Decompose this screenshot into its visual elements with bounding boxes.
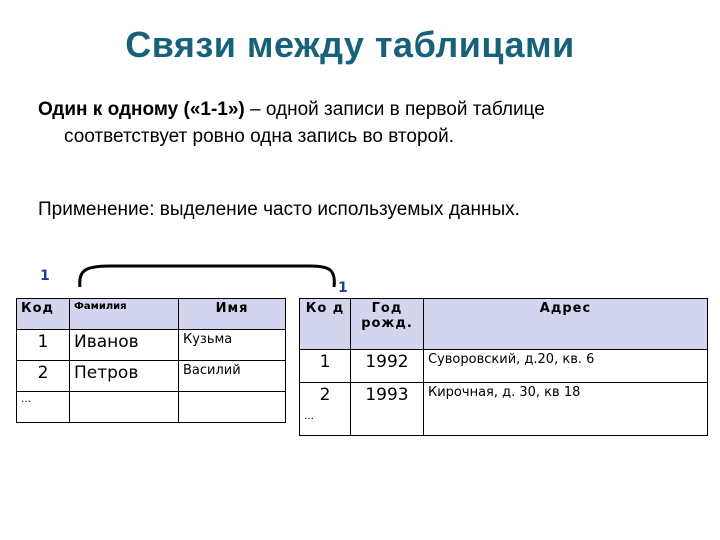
column-header: Код — [17, 299, 70, 330]
definition-line1: – одной записи в первой таблице — [244, 99, 545, 120]
table-cell: 1 — [17, 330, 70, 361]
table-cell — [179, 392, 286, 423]
page-title-text: Связи между таблицами — [125, 24, 575, 65]
relation-right-label: 1 — [338, 280, 348, 296]
usage-paragraph: Применение: выделение часто используемых данных. — [38, 199, 520, 220]
relation-arc — [80, 266, 335, 287]
table-details — [299, 298, 708, 436]
relation-left-label: 1 — [40, 268, 50, 284]
table-row — [17, 330, 286, 361]
table-header-row — [300, 299, 708, 350]
column-header: Фамилия — [70, 299, 179, 330]
table-row — [300, 383, 708, 436]
table-cell: Кузьма — [179, 330, 286, 361]
table-cell: Кирочная, д. 30, кв 18 — [424, 383, 708, 436]
table-cell: 2 — [17, 361, 70, 392]
table-row — [17, 392, 286, 423]
definition-term: Один к одному («1-1») — [38, 99, 245, 120]
table-cell: 1992 — [351, 350, 424, 383]
table-cell: Суворовский, д.20, кв. 6 — [424, 350, 708, 383]
table-cell: 1 — [300, 350, 351, 383]
definition-line2: соответствует ровно одна запись во второй. — [64, 126, 455, 147]
column-header: Адрес — [424, 299, 708, 350]
table-ellipsis: … — [17, 392, 70, 423]
column-header: Имя — [179, 299, 286, 330]
table-cell: Иванов — [70, 330, 179, 361]
table-ellipsis: … — [304, 411, 314, 422]
column-header: Ко д — [300, 299, 351, 350]
table-cell — [70, 392, 179, 423]
table-header-row — [17, 299, 286, 330]
table-row — [300, 350, 708, 383]
table-cell: 1993 — [351, 383, 424, 436]
column-header: Год рожд. — [351, 299, 424, 350]
table-persons — [16, 298, 286, 423]
table-cell-with-ellipsis — [300, 383, 351, 436]
table-row — [17, 361, 286, 392]
table-cell-value: 2 — [319, 385, 331, 405]
table-cell: Петров — [70, 361, 179, 392]
table-cell: Василий — [179, 361, 286, 392]
